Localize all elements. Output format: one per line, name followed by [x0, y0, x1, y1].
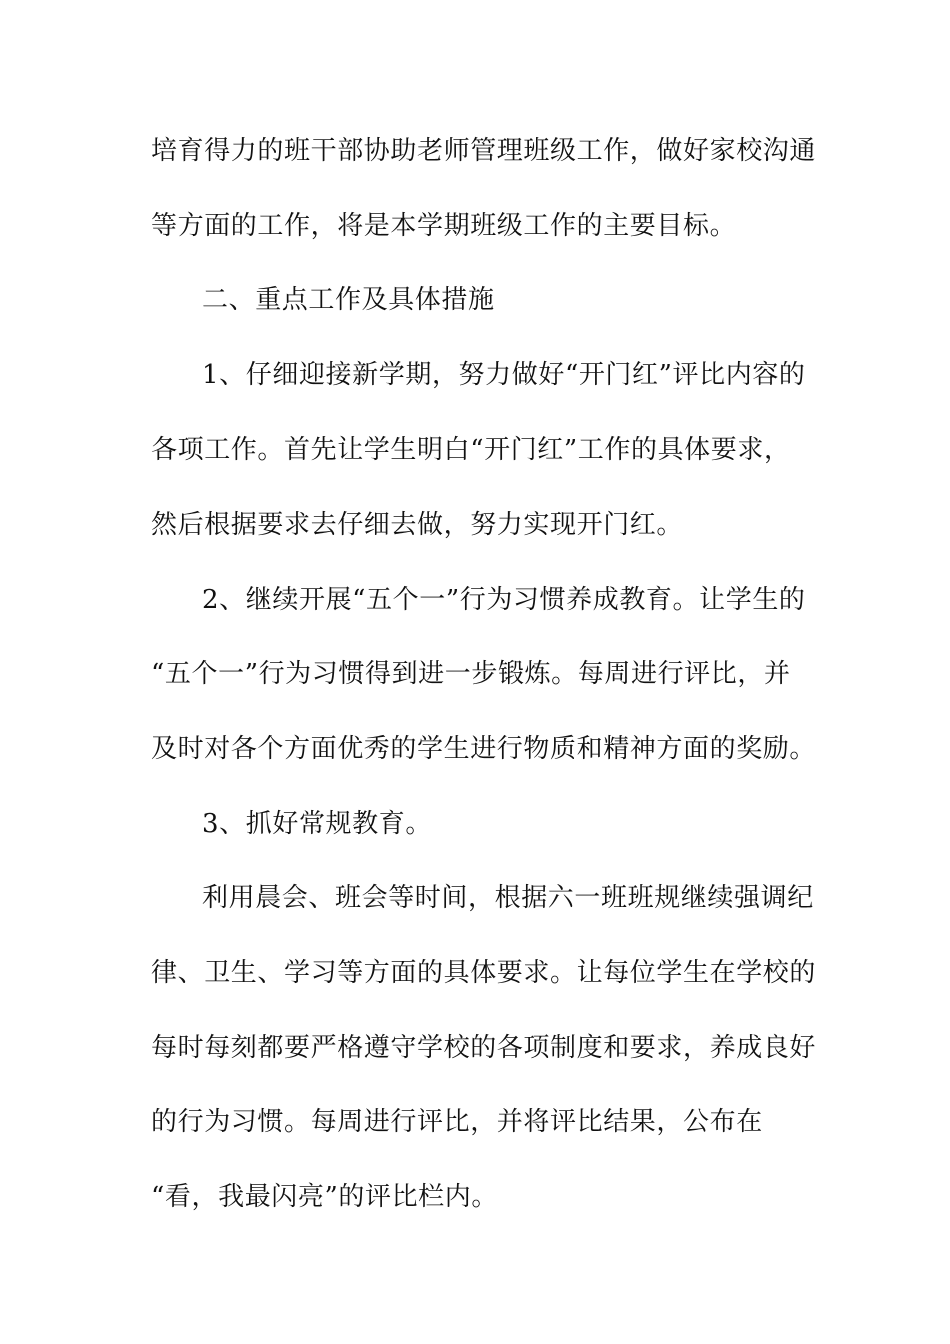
text-line: 培育得力的班干部协助老师管理班级工作，做好家校沟通: [151, 136, 817, 166]
text-line: “看，我最闪亮”的评比栏内。: [151, 1182, 498, 1212]
text-line: 等方面的工作，将是本学期班级工作的主要目标。: [151, 211, 737, 241]
text-line: “五个一”行为习惯得到进一步锻炼。每周进行评比，并: [151, 659, 791, 689]
section-heading: 二、重点工作及具体措施: [202, 285, 495, 315]
text-line: 然后根据要求去仔细去做，努力实现开门红。: [151, 510, 684, 540]
text-line: 律、卫生、学习等方面的具体要求。让每位学生在学校的: [151, 958, 817, 988]
text-line: 利用晨会、班会等时间，根据六一班班规继续强调纪: [202, 883, 814, 913]
text-line: 每时每刻都要严格遵守学校的各项制度和要求，养成良好: [151, 1033, 817, 1063]
text-line: 1、仔细迎接新学期，努力做好“开门红”评比内容的: [202, 360, 806, 390]
text-line: 3、抓好常规教育。: [202, 809, 432, 839]
text-line: 及时对各个方面优秀的学生进行物质和精神方面的奖励。: [151, 734, 817, 764]
text-line: 2、继续开展“五个一”行为习惯养成教育。让学生的: [202, 585, 806, 615]
text-line: 的行为习惯。每周进行评比，并将评比结果，公布在: [151, 1107, 763, 1137]
text-line: 各项工作。首先让学生明白“开门红”工作的具体要求，: [151, 435, 791, 465]
